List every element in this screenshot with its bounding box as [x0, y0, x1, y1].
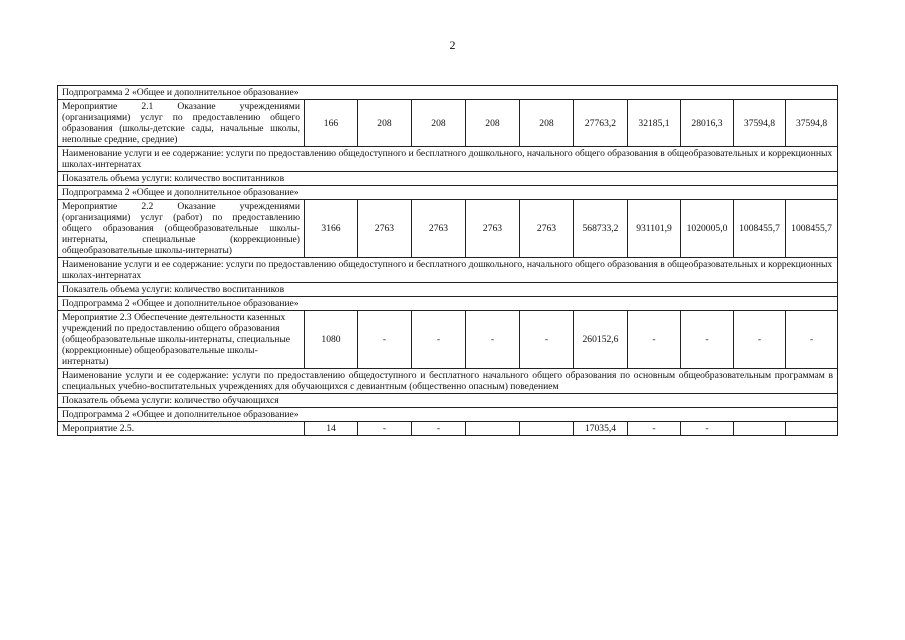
value-cell [466, 422, 520, 436]
value-cell: 27763,2 [574, 100, 628, 147]
table-row-section [58, 186, 838, 200]
section-text-cell: Подпрограмма 2 «Общее и дополнительное образование» [58, 408, 838, 422]
value-cell: 931101,9 [628, 200, 681, 258]
table-row-section [58, 147, 838, 172]
value-cell [786, 422, 838, 436]
value-cell: 260152,6 [574, 311, 628, 369]
value-cell: - [358, 311, 412, 369]
value-cell: 2763 [412, 200, 466, 258]
table-row-measure [58, 422, 838, 436]
value-cell: - [520, 311, 574, 369]
value-cell: - [412, 422, 466, 436]
table-row-measure [58, 200, 838, 258]
value-cell: 2763 [466, 200, 520, 258]
value-cell: - [358, 422, 412, 436]
value-cell: - [628, 422, 681, 436]
table-row-measure [58, 311, 838, 369]
section-text-cell: Показатель объема услуги: количество воспитанников [58, 283, 838, 297]
section-text-cell: Наименование услуги и ее содержание: услуги по предоставлению общедоступного и бесплатного дошкольного, начального общего образования в общеобразовательных и коррекционных школах-интернатах [58, 147, 838, 172]
table-row-section [58, 408, 838, 422]
value-cell: 37594,8 [786, 100, 838, 147]
value-cell: 568733,2 [574, 200, 628, 258]
section-text-cell: Показатель объема услуги: количество воспитанников [58, 172, 838, 186]
table-row-section [58, 369, 838, 394]
measure-name-cell: Мероприятие 2.3 Обеспечение деятельности казенных учреждений по предоставлению общего образования (общеобразовательные школы-интернаты, специальные (коррекционные) общеобразовательные школы-интернаты) [58, 311, 305, 369]
table-row-section [58, 297, 838, 311]
section-text-cell: Наименование услуги и ее содержание: услуги по предоставлению общедоступного и бесплатного начального общего образования по основным общеобразовательным программам в специальных учебно-воспитательных учреждениях для обучающихся с девиантным (общественно опасным) поведением [58, 369, 838, 394]
value-cell: 1020005,0 [681, 200, 734, 258]
measure-name-cell: Мероприятие 2.5. [58, 422, 305, 436]
value-cell: 14 [305, 422, 358, 436]
table-row-section [58, 283, 838, 297]
value-cell: 208 [466, 100, 520, 147]
table-row-section [58, 86, 838, 100]
section-text-cell: Подпрограмма 2 «Общее и дополнительное образование» [58, 186, 838, 200]
section-text-cell: Подпрограмма 2 «Общее и дополнительное образование» [58, 297, 838, 311]
value-cell: 32185,1 [628, 100, 681, 147]
page-number: 2 [449, 38, 456, 52]
value-cell: 3166 [305, 200, 358, 258]
section-text-cell: Показатель объема услуги: количество обучающихся [58, 394, 838, 408]
value-cell: - [734, 311, 786, 369]
value-cell: 17035,4 [574, 422, 628, 436]
table-row-section [58, 394, 838, 408]
value-cell [520, 422, 574, 436]
table-row-section [58, 258, 838, 283]
value-cell: 1080 [305, 311, 358, 369]
table-body [58, 86, 838, 436]
program-table [57, 85, 838, 436]
value-cell: - [786, 311, 838, 369]
value-cell: 1008455,7 [786, 200, 838, 258]
section-text-cell: Наименование услуги и ее содержание: услуги по предоставлению общедоступного и бесплатного дошкольного, начального общего образования в общеобразовательных и коррекционных школах-интернатах [58, 258, 838, 283]
value-cell [734, 422, 786, 436]
table-row-section [58, 172, 838, 186]
value-cell: 2763 [358, 200, 412, 258]
value-cell: - [681, 311, 734, 369]
section-text-cell: Подпрограмма 2 «Общее и дополнительное образование» [58, 86, 838, 100]
value-cell: - [466, 311, 520, 369]
value-cell: 166 [305, 100, 358, 147]
measure-name-cell: Мероприятие 2.2 Оказание учреждениями (организациями) услуг (работ) по предоставлению общего образования (общеобразовательные школы-интернаты, специальные (коррекционные) общеобразовательные школы-интернаты) [58, 200, 305, 258]
value-cell: 28016,3 [681, 100, 734, 147]
value-cell: - [628, 311, 681, 369]
value-cell: 208 [412, 100, 466, 147]
table-row-measure [58, 100, 838, 147]
value-cell: 2763 [520, 200, 574, 258]
value-cell: - [681, 422, 734, 436]
measure-name-cell: Мероприятие 2.1 Оказание учреждениями (организациями) услуг по предоставлению общего образования (школы-детские сады, начальные школы, неполные средние, средние) [58, 100, 305, 147]
value-cell: 208 [520, 100, 574, 147]
value-cell: 208 [358, 100, 412, 147]
value-cell: - [412, 311, 466, 369]
value-cell: 1008455,7 [734, 200, 786, 258]
value-cell: 37594,8 [734, 100, 786, 147]
